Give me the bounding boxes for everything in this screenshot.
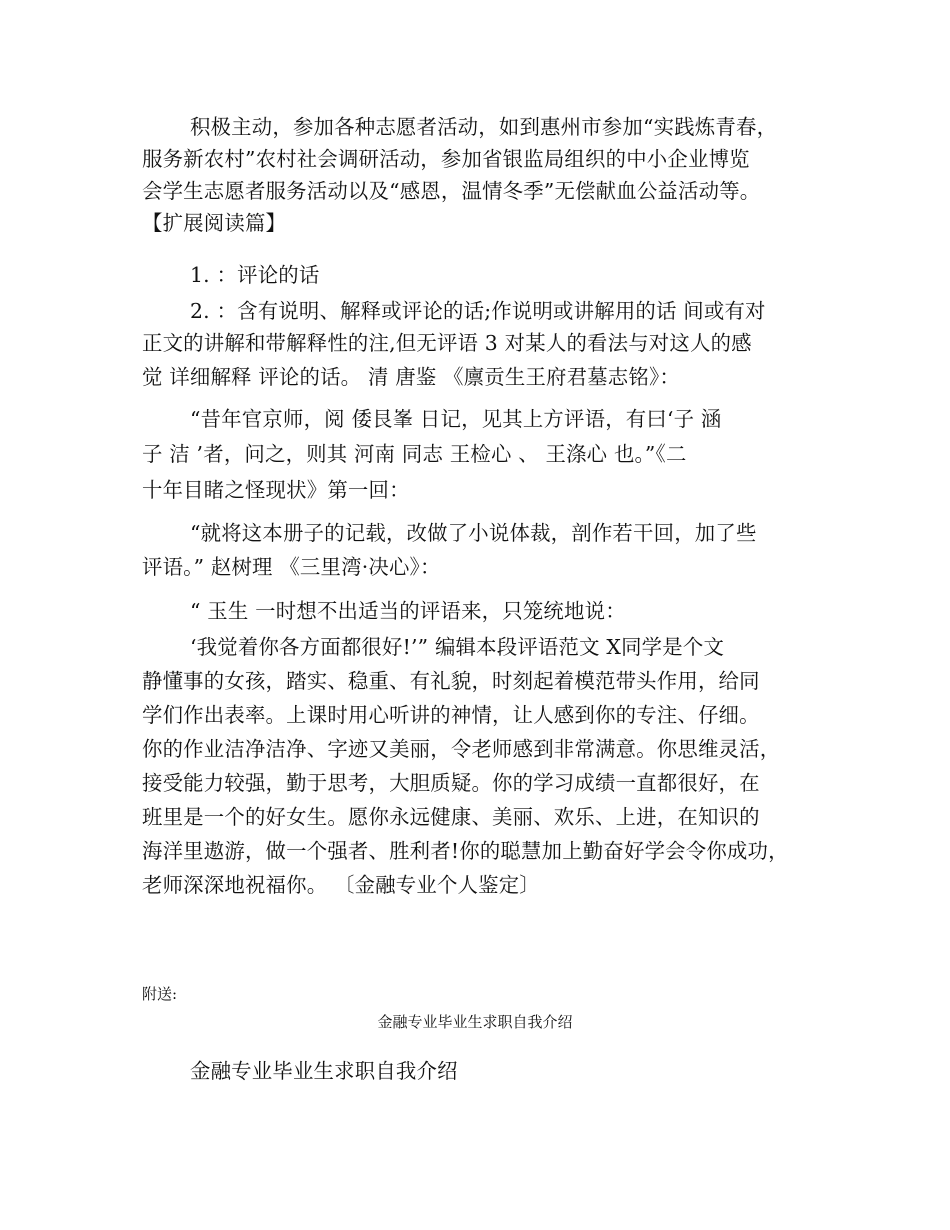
paragraph-line: 静懂事的女孩，踏实、稳重、有礼貌，时刻起着模范带头作用，给同 [142,669,760,693]
quote-line: “昔年官京师，阅 倭艮峯 日记，见其上方评语，有曰‘子 涵 [190,407,722,431]
paragraph-line: 海洋里遨游，做一个强者、胜利者!你的聪慧加上勤奋好学会令你成功， [142,839,789,863]
quote-line: “就将这本册子的记载，改做了小说体裁，剖作若干回，加了些 [190,521,757,545]
paragraph-line: 班里是一个的好女生。愿你永远健康、美丽、欢乐、上进，在知识的 [142,805,760,829]
paragraph-line: 学们作出表率。上课时用心听讲的神情，让人感到你的专注、仔细。 [142,703,760,727]
quote-line: ‘我觉着你各方面都很好!’” 编辑本段评语范文 X同学是个文 [190,635,725,659]
appendix-heading: 金融专业毕业生求职自我介绍 [190,1059,458,1083]
paragraph-line: 服务新农村”农村社会调研活动，参加省银监局组织的中小企业博览 [142,147,750,171]
paragraph-line: 积极主动，参加各种志愿者活动，如到惠州市参加“实践炼青春， [190,115,778,139]
section-heading: 【扩展阅读篇】 [142,211,287,235]
paragraph-line: 十年目睹之怪现状》第一回： [142,478,410,502]
list-item: 1. ：评论的话 [190,263,320,287]
quote-line: 子 洁 ’者，问之，则其 河南 同志 王检心 、 王涤心 也。”《二 [142,442,687,466]
appendix-title: 金融专业毕业生求职自我介绍 [377,1013,573,1031]
paragraph-line: 觉 详细解释 评论的话。 清 唐鉴 《廪贡生王府君墓志铭》： [142,365,680,389]
paragraph-line: 接受能力较强，勤于思考，大胆质疑。你的学习成绩一直都很好，在 [142,771,760,795]
paragraph-line: 正文的讲解和带解释性的注,但无评语 3 对某人的看法与对这人的感 [142,331,752,355]
paragraph-line: 你的作业洁净洁净、字迹又美丽，令老师感到非常满意。你思维灵活， [142,737,781,761]
paragraph-line: 会学生志愿者服务活动以及“感恩，温情冬季”无偿献血公益活动等。 [142,179,761,203]
appendix-label: 附送: [142,985,178,1003]
quote-line: 评语。” 赵树理 《三里湾·决心》： [142,555,441,579]
paragraph-line: 老师深深地祝福你。 〔金融专业个人鉴定〕 [142,873,540,897]
list-item: 2. ：含有说明、解释或评论的话;作说明或讲解用的话 间或有对 [190,299,766,323]
quote-line: “ 玉生 一时想不出适当的评语来，只笼统地说： [190,599,626,623]
